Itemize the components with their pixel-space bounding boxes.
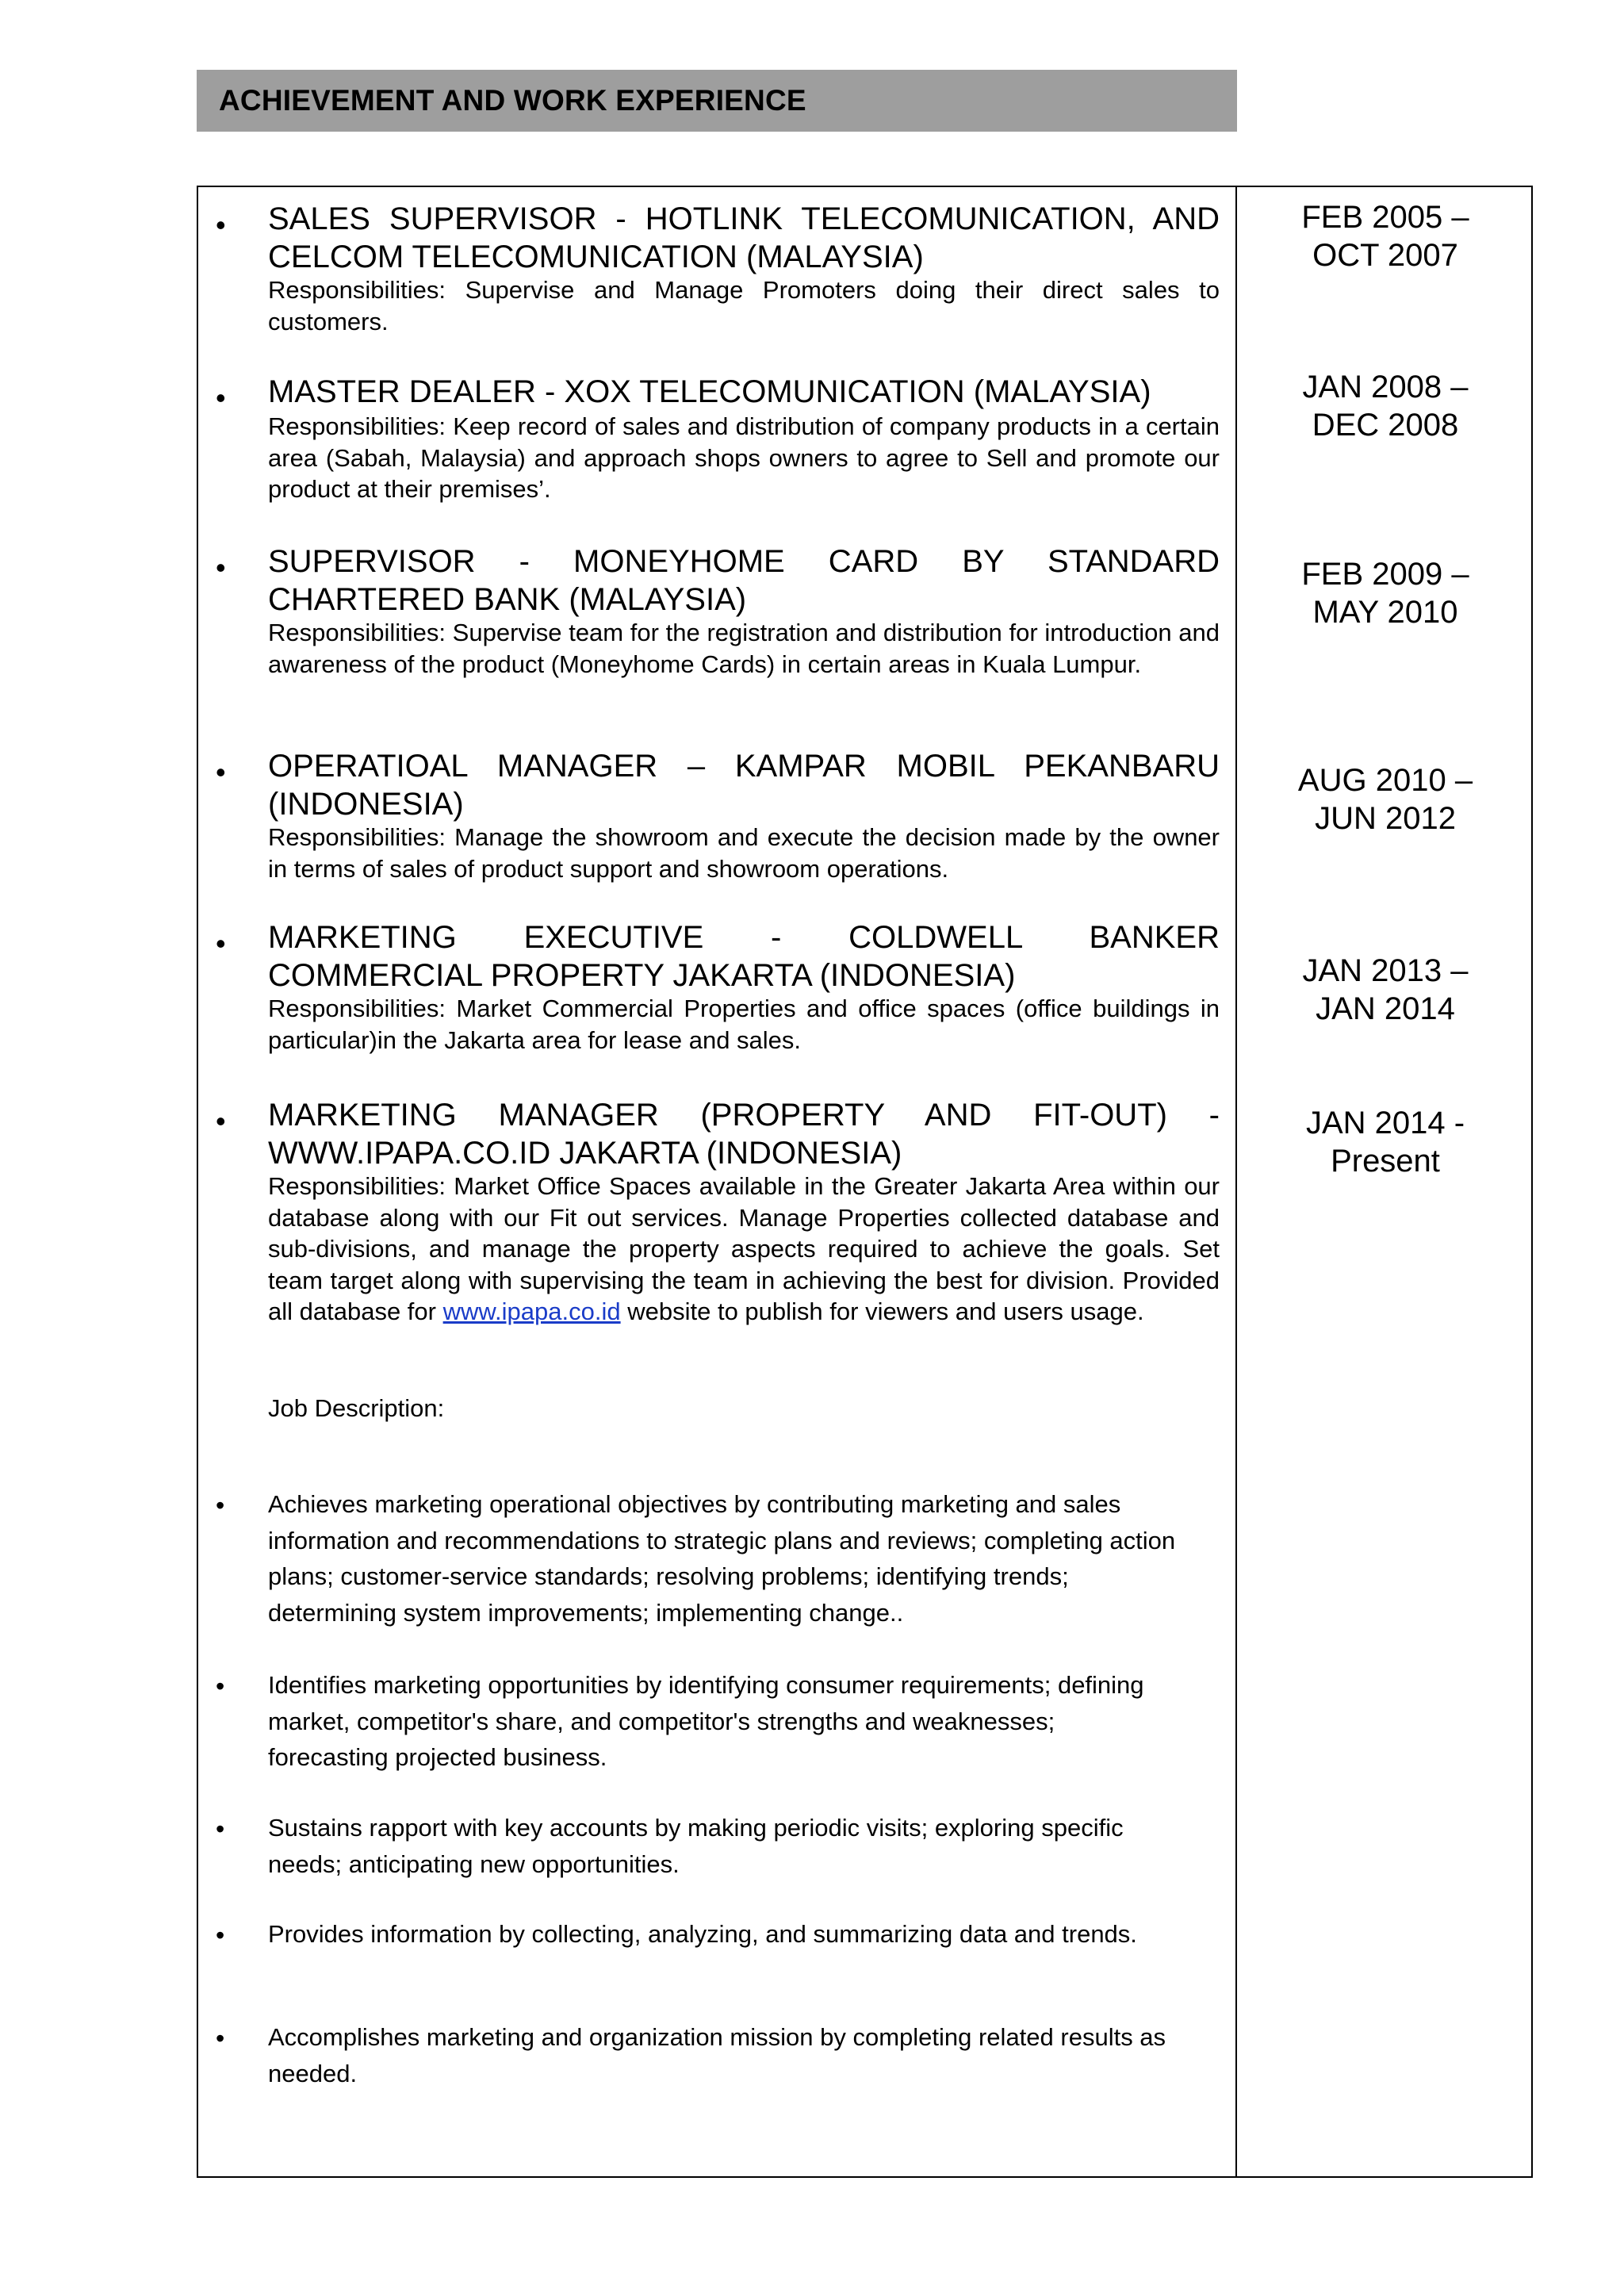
bullet-icon: •	[216, 756, 226, 788]
bullet-icon: •	[216, 1815, 225, 1843]
bullet-icon: •	[216, 551, 226, 584]
website-link[interactable]: www.ipapa.co.id	[442, 1297, 621, 1325]
section-header: ACHIEVEMENT AND WORK EXPERIENCE	[197, 70, 1237, 132]
bullet-icon: •	[216, 1105, 226, 1137]
job-responsibilities: Responsibilities: Market Commercial Properties and office spaces (office buildings in particular)in the Jakarta area for lease and sales.	[268, 995, 1220, 1054]
job-responsibilities: Responsibilities: Keep record of sales and distribution of company products in a certain area (Sabah, Malaysia) and approach shops owners to agree to Sell and promote our product at their premises’.	[268, 412, 1220, 503]
job-title: MARKETING MANAGER (PROPERTY AND FIT-OUT) - WWW.IPAPA.CO.ID JAKARTA (INDONESIA)	[268, 1098, 1220, 1171]
job-date: JAN 2014 - Present	[1305, 1106, 1465, 1179]
job-date: FEB 2005 – OCT 2007	[1301, 200, 1469, 273]
duty-item: Provides information by collecting, analyzing, and summarizing data and trends.	[268, 1920, 1137, 1948]
job-date: AUG 2010 – JUN 2012	[1297, 763, 1473, 836]
bullet-icon: •	[216, 209, 226, 241]
job-description-label: Job Description:	[268, 1394, 445, 1422]
duty-item: Accomplishes marketing and organization mission by completing related results as needed.	[268, 2023, 1166, 2087]
duty-item: Sustains rapport with key accounts by making periodic visits; exploring specific needs; anticipating new opportunities.	[268, 1814, 1124, 1878]
job-date: JAN 2013 – JAN 2014	[1302, 953, 1469, 1026]
bullet-icon: •	[216, 927, 226, 960]
job-date: FEB 2009 – MAY 2010	[1301, 557, 1469, 630]
bullet-icon: •	[216, 1921, 225, 1949]
bullet-icon: •	[216, 2024, 225, 2053]
job-title: OPERATIOAL MANAGER – KAMPAR MOBIL PEKANBARU (INDONESIA)	[268, 749, 1220, 822]
job-date: JAN 2008 – DEC 2008	[1302, 370, 1469, 443]
job-title: SALES SUPERVISOR - HOTLINK TELECOMUNICATION, AND CELCOM TELECOMUNICATION (MALAYSIA)	[268, 201, 1220, 274]
job-title: MARKETING EXECUTIVE - COLDWELL BANKER COMMERCIAL PROPERTY JAKARTA (INDONESIA)	[268, 920, 1220, 993]
column-divider	[1235, 187, 1237, 2176]
job-title: MASTER DEALER - XOX TELECOMUNICATION (MALAYSIA)	[268, 374, 1151, 409]
duty-item: Identifies marketing opportunities by identifying consumer requirements; defining market, competitor's share, and competitor's strengths and weaknesses; forecasting projected business.	[268, 1671, 1144, 1771]
job-title: SUPERVISOR - MONEYHOME CARD BY STANDARD CHARTERED BANK (MALAYSIA)	[268, 544, 1220, 617]
bullet-icon: •	[216, 381, 226, 414]
bullet-icon: •	[216, 1491, 225, 1520]
job-responsibilities: Responsibilities: Supervise and Manage Promoters doing their direct sales to customers.	[268, 276, 1220, 335]
job-responsibilities: Responsibilities: Supervise team for the registration and distribution for introduction and awareness of the product (Moneyhome Cards) in certain areas in Kuala Lumpur.	[268, 619, 1220, 678]
bullet-icon: •	[216, 1672, 225, 1700]
experience-table	[197, 186, 1533, 2178]
job-responsibilities: Responsibilities: Market Office Spaces available in the Greater Jakarta Area within our database along with our Fit out services. Manage Properties collected database and sub-divisions, and manage the property aspects required to achieve the goals. Set team target along with supervising the team in achieving the best for division. Provided all database for www.ipapa.co.id website to publish for viewers and users usage.	[268, 1172, 1220, 1325]
job-responsibilities: Responsibilities: Manage the showroom and execute the decision made by the owner in terms of sales of product support and showroom operations.	[268, 823, 1220, 883]
duty-item: Achieves marketing operational objectives by contributing marketing and sales information and recommendations to strategic plans and reviews; completing action plans; customer-service standards; resolving problems; identifying trends; determining system improvements; implementing change..	[268, 1490, 1176, 1627]
